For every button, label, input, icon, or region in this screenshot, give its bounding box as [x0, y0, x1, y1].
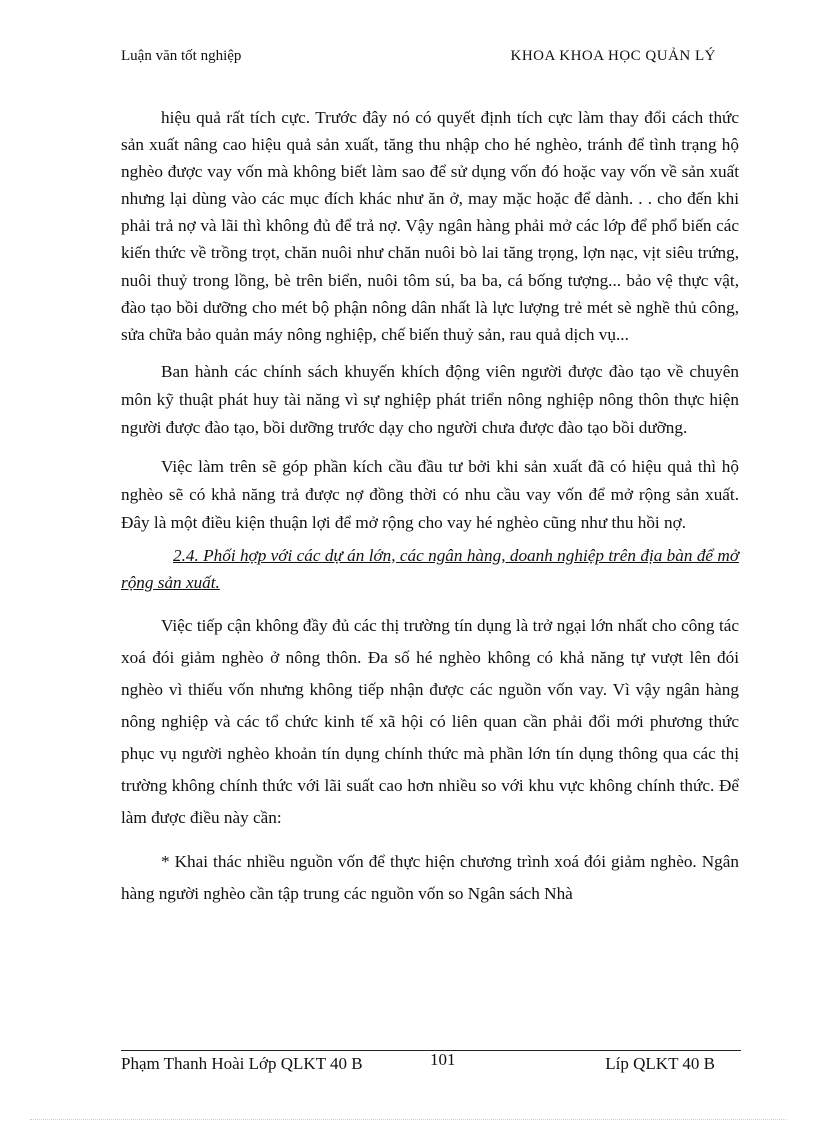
paragraph-3: Việc làm trên sẽ góp phần kích cầu đầu tư bởi khi sản xuất đã có hiệu quả thì hộ nghèo sẽ có khả năng trả được nợ đồng thời có nhu cầu vay vốn để mở rộng sản xuất. Đây là một điều kiện thuận lợi để mở rộng cho vay hé nghèo cũng như thu hồi nợ. — [121, 456, 739, 533]
page-edge-divider — [30, 1119, 786, 1120]
footer-author: Phạm Thanh Hoài Lớp QLKT 40 B — [121, 1054, 363, 1073]
paragraph-2: Ban hành các chính sách khuyến khích động viên người được đào tạo về chuyên môn kỹ thuật phát huy tài năng vì sự nghiệp phát triển nông nghiệp nông thôn thực hiện người được đào tạo, bồi dưỡng trước dạy cho người chưa được đào tạo bồi dưỡng. — [121, 361, 739, 438]
paragraph-5: * Khai thác nhiều nguồn vốn để thực hiện chương trình xoá đói giảm nghèo. Ngân hàng người nghèo cần tập trung các nguồn vốn so Ngân sách Nhà — [121, 851, 739, 903]
document-body — [121, 104, 739, 910]
page-header — [121, 48, 716, 72]
paragraph-1: hiệu quả rất tích cực. Trước đây nó có quyết định tích cực làm thay đổi cách thức sản xuất nâng cao hiệu quả sản xuất, tăng thu nhập cho hé nghèo, tránh để tình trạng hộ nghèo được vay vốn mà không biết làm sao để sử dụng vốn đó hoặc vay vốn về sản xuất nhưng lại dùng vào các mục đích khác như ăn ở, may mặc hoặc để dành. . . cho đến khi phải trả nợ và lãi thì không đủ để trả nợ. Vậy ngân hàng phải mở các lớp để phổ biến các kiến thức về trồng trọt, chăn nuôi như chăn nuôi bò lai tăng trọng, lợn nạc, vịt siêu trứng, nuôi thuỷ trong lồng, bè trên biển, nuôi tôm sú, ba ba, cá bống tượng... bảo vệ thực vật, đào tạo bồi dưỡng cho mét bộ phận nông dân nhất là lực lượng trẻ mét sè nghề thủ công, sửa chữa bảo quản máy nông nghiệp, chế biến thuỷ sản, rau quả dịch vụ... — [121, 108, 739, 344]
header-faculty-label: KHOA KHOA HỌC QUẢN LÝ — [510, 48, 716, 64]
header-thesis-label: Luận văn tốt nghiệp — [121, 48, 242, 64]
section-heading: 2.4. Phối hợp với các dự án lớn, các ngân hàng, doanh nghiệp trên địa bàn để mở rộng sản xuất. — [121, 545, 739, 592]
page-number: 101 — [430, 1050, 456, 1069]
footer-class: Líp QLKT 40 B — [605, 1054, 715, 1073]
page-footer — [121, 1050, 741, 1078]
paragraph-4: Việc tiếp cận không đầy đủ các thị trường tín dụng là trở ngại lớn nhất cho công tác xoá đói giảm nghèo ở nông thôn. Đa số hé nghèo không có khả năng tự vượt lên đói nghèo vì thiếu vốn nhưng không tiếp nhận được các nguồn vốn vay. Vì vậy ngân hàng nông nghiệp và các tổ chức kinh tế xã hội có liên quan cần phải đổi mới phương thức phục vụ người nghèo khoản tín dụng chính thức mà phần lớn tín dụng thông qua các thị trường không chính thức với lãi suất cao hơn nhiều so với khu vực không chính thức. Để làm được điều này cần: — [121, 615, 739, 827]
